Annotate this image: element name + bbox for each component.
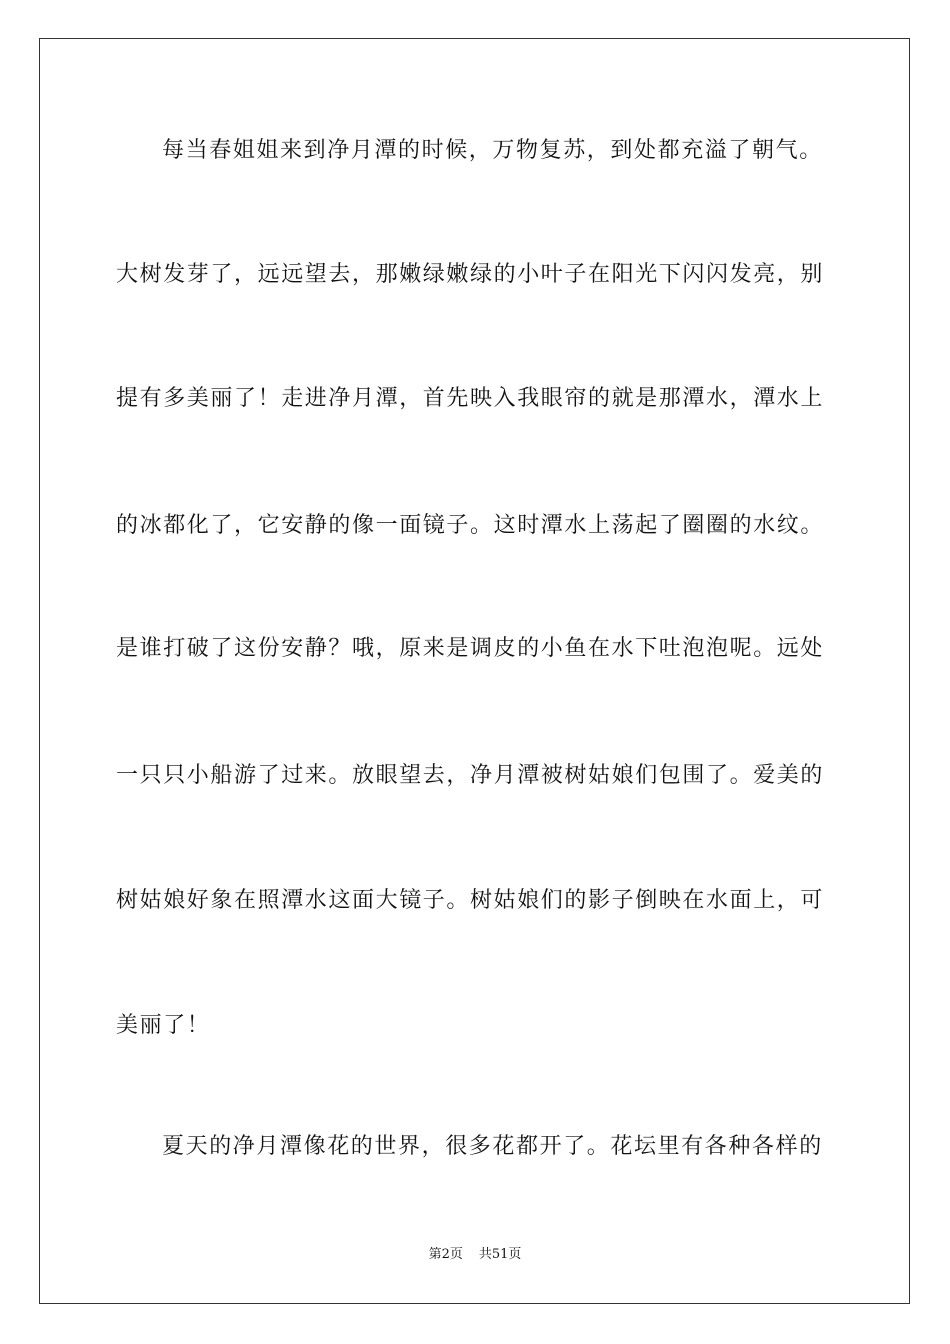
text-line-4: 的冰都化了，它安静的像一面镜子。这时潭水上荡起了圈圈的水纹。: [116, 513, 825, 538]
text-line-2: 大树发芽了，远远望去，那嫩绿嫩绿的小叶子在阳光下闪闪发亮，别: [116, 262, 825, 287]
text-line-8: 美丽了！: [116, 1013, 211, 1038]
page-border: [39, 38, 910, 1304]
page-number: 第2页: [428, 1247, 463, 1262]
text-line-3: 提有多美丽了！走进净月潭，首先映入我眼帘的就是那潭水，潭水上: [116, 386, 825, 411]
page-total: 共51页: [478, 1247, 522, 1262]
text-line-7: 树姑娘好象在照潭水这面大镜子。树姑娘们的影子倒映在水面上，可: [116, 888, 825, 913]
text-line-1: 每当春姐姐来到净月潭的时候，万物复苏，到处都充溢了朝气。: [162, 138, 823, 163]
text-line-5: 是谁打破了这份安静？哦，原来是调皮的小鱼在水下吐泡泡呢。远处: [116, 636, 825, 661]
text-line-9: 夏天的净月潭像花的世界，很多花都开了。花坛里有各种各样的: [162, 1134, 823, 1159]
page-footer: [0, 1246, 950, 1264]
text-line-6: 一只只小船游了过来。放眼望去，净月潭被树姑娘们包围了。爱美的: [116, 763, 825, 788]
